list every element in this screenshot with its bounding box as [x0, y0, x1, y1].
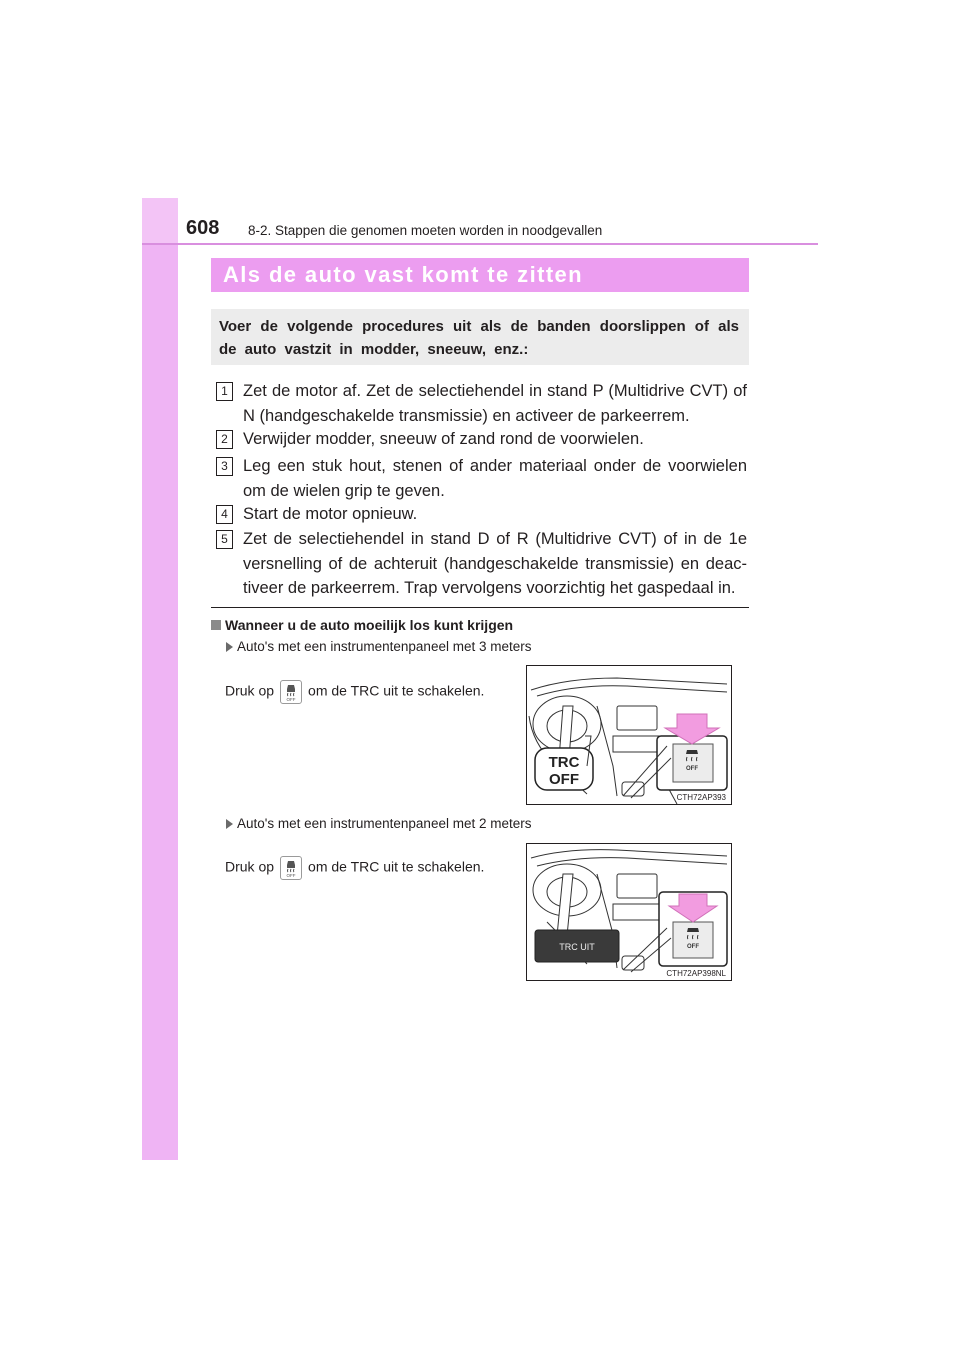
- dashboard-figure-1: [526, 665, 732, 805]
- druk-before-2: Druk op: [225, 858, 275, 875]
- page-number: 608: [186, 217, 220, 239]
- druk-after-1: om de TRC uit te schakelen.: [308, 682, 485, 699]
- step-text-2: Verwijder modder, sneeuw of zand rond de voorwielen.: [243, 430, 644, 448]
- figure-code-1: CTH72AP393: [676, 793, 726, 802]
- druk-instruction-1: [225, 680, 484, 704]
- section-header: 8-2. Stappen die genomen moeten worden in noodgevallen: [248, 223, 603, 238]
- step-text-3: Leg een stuk hout, stenen of ander materiaal onder de voorwielen om de wielen grip te geven.: [243, 457, 747, 500]
- dashboard-figure-2: [526, 843, 732, 981]
- variant-label-text-1: Auto's met een instrumentenpaneel met 3 meters: [237, 639, 532, 654]
- figure-code-2: CTH72AP398NL: [666, 969, 726, 978]
- callout-trc-line1: TRC: [548, 754, 580, 771]
- side-tab-cap: [142, 198, 178, 244]
- druk-instruction-2: [225, 856, 484, 880]
- druk-after-2: om de TRC uit te schakelen.: [308, 858, 485, 875]
- svg-text:OFF: OFF: [286, 873, 296, 878]
- trc-off-button-icon: [280, 680, 302, 704]
- triangle-bullet-icon: [226, 642, 233, 652]
- button-off-label-2: OFF: [687, 944, 699, 950]
- variant-label-2: [226, 816, 531, 831]
- druk-before-1: Druk op: [225, 682, 275, 699]
- step-number-1: 1: [216, 382, 233, 401]
- triangle-bullet-icon: [226, 819, 233, 829]
- variant-label-1: [226, 639, 531, 654]
- intro-box: Voer de volgende procedures uit als de banden doorslippen of als de auto vastzit in modder, sneeuw, enz.:: [211, 309, 749, 365]
- dashboard-illustration-2: [527, 844, 731, 980]
- note-title: [211, 617, 513, 633]
- callout-trc-uit: TRC UIT: [559, 942, 595, 952]
- step-number-3: 3: [216, 457, 233, 476]
- header-rule: [142, 243, 818, 245]
- svg-text:OFF: OFF: [286, 697, 296, 702]
- button-off-label-1: OFF: [686, 766, 698, 772]
- step-number-2: 2: [216, 430, 233, 449]
- page-title: Als de auto vast komt te zitten: [211, 258, 749, 292]
- step-number-4: 4: [216, 505, 233, 524]
- trc-off-button-icon: [280, 856, 302, 880]
- step-number-5: 5: [216, 530, 233, 549]
- step-text-1: Zet de motor af. Zet de selectiehendel in stand P (Multidrive CVT) of N (handgeschakelde transmissie) en activeer de parkeerrem.: [243, 382, 747, 425]
- step-text-5: Zet de selectiehendel in stand D of R (Multidrive CVT) of in de 1e versnelling of de achteruit (handgeschakelde transmissie) en deac-tiveer de parkeerrem. Trap vervolgens voorzichtig het gaspedaal in.: [243, 530, 747, 597]
- square-bullet-icon: [211, 620, 221, 630]
- step-text-4: Start de motor opnieuw.: [243, 505, 418, 523]
- side-tab-strip: [142, 198, 178, 1160]
- variant-label-text-2: Auto's met een instrumentenpaneel met 2 meters: [237, 816, 532, 831]
- note-title-text: Wanneer u de auto moeilijk los kunt krijgen: [225, 617, 514, 633]
- dashboard-illustration-1: [527, 666, 731, 804]
- section-divider: [211, 607, 749, 608]
- callout-trc-line2: OFF: [549, 771, 579, 788]
